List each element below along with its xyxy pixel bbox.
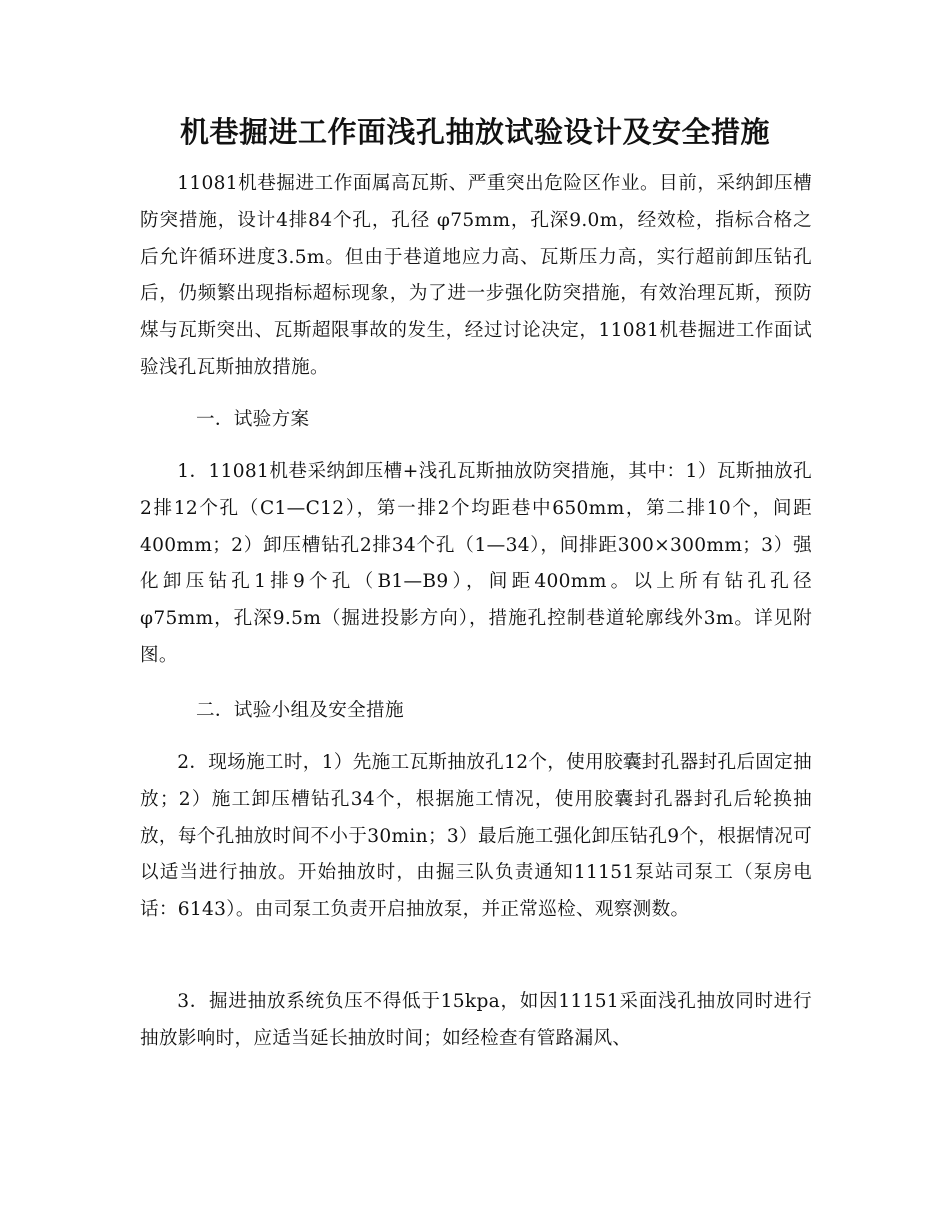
section-heading-safety-measures: 二．试验小组及安全措施 (196, 700, 404, 721)
paragraph-item-3: 3．掘进抽放系统负压不得低于15kpa，如因11151采面浅孔抽放同时进行抽放影响时，应适当延长抽放时间；如经检查有管路漏风、 (140, 991, 812, 1049)
paragraph-item-1: 1．11081机巷采纳卸压槽+浅孔瓦斯抽放防突措施，其中：1）瓦斯抽放孔2排12个孔（C1—C12），第一排2个均距巷中650mm，第二排10个，间距400mm；2）卸压槽钻孔2排34个孔（1—34），间排距300×300mm；3）强化卸压钻孔1排9个孔（B1—B9），间距400mm。以上所有钻孔孔径 φ75mm，孔深9.5m（掘进投影方向），措施孔控制巷道轮廓线外3m。详见附图。 (140, 461, 812, 666)
section-heading-test-plan: 一．试验方案 (196, 409, 310, 430)
document-title: 机巷掘进工作面浅孔抽放试验设计及安全措施 (179, 115, 770, 149)
intro-paragraph: 11081机巷掘进工作面属高瓦斯、严重突出危险区作业。目前，采纳卸压槽防突措施，设计4排84个孔，孔径 φ75mm，孔深9.0m，经效检，指标合格之后允许循环进度3.5m。但由于巷道地应力高、瓦斯压力高，实行超前卸压钻孔后，仍频繁出现指标超标现象，为了进一步强化防突措施，有效治理瓦斯，预防煤与瓦斯突出、瓦斯超限事故的发生，经过讨论决定，11081机巷掘进工作面试验浅孔瓦斯抽放措施。 (140, 173, 812, 378)
paragraph-item-2: 2．现场施工时，1）先施工瓦斯抽放孔12个，使用胶囊封孔器封孔后固定抽放；2）施工卸压槽钻孔34个，根据施工情况，使用胶囊封孔器封孔后轮换抽放，每个孔抽放时间不小于30min；3）最后施工强化卸压钻孔9个，根据情况可以适当进行抽放。开始抽放时，由掘三队负责通知11151泵站司泵工（泵房电话：6143）。由司泵工负责开启抽放泵，并正常巡检、观察测数。 (140, 752, 812, 921)
